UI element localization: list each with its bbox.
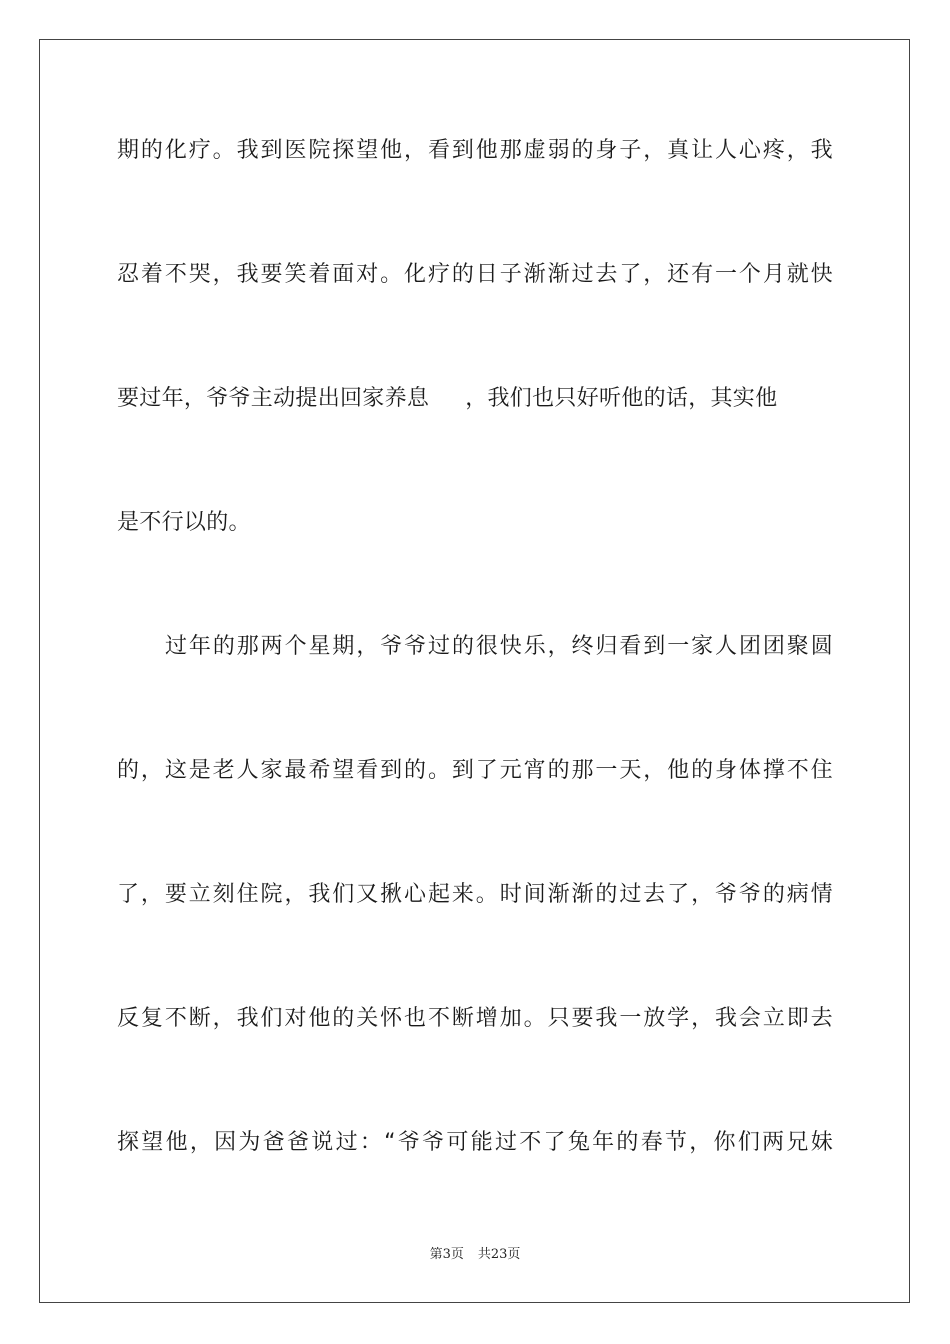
paragraph-line: 是不行以的。 <box>117 510 251 535</box>
page-total: 共23页 <box>477 1247 521 1262</box>
paragraph-line: 了，要立刻住院，我们又揪心起来。时间渐渐的过去了，爷爷的病情 <box>117 882 833 907</box>
page-border <box>39 39 910 1303</box>
paragraph-first-line: 过年的那两个星期，爷爷过的很快乐，终归看到一家人团团聚圆 <box>165 634 833 659</box>
paragraph-line: 探望他，因为爸爸说过：“爷爷可能过不了兔年的春节，你们两兄妹 <box>117 1130 833 1155</box>
paragraph-line: 的，这是老人家最希望看到的。到了元宵的那一天，他的身体撑不住 <box>117 758 833 783</box>
paragraph-line: 忍着不哭，我要笑着面对。化疗的日子渐渐过去了，还有一个月就快 <box>117 262 833 287</box>
page-footer <box>0 1246 950 1264</box>
paragraph-line: 期的化疗。我到医院探望他，看到他那虚弱的身子，真让人心疼，我 <box>117 138 833 163</box>
paragraph-line <box>117 384 833 414</box>
page-number: 第3页 <box>429 1247 464 1262</box>
paragraph-line: 反复不断，我们对他的关怀也不断增加。只要我一放学，我会立即去 <box>117 1006 833 1031</box>
paragraph-line-part: ，我们也只好听他的话，其实他 <box>465 386 778 411</box>
paragraph-line-part: 要过年，爷爷主动提出回家养息 <box>117 386 430 411</box>
